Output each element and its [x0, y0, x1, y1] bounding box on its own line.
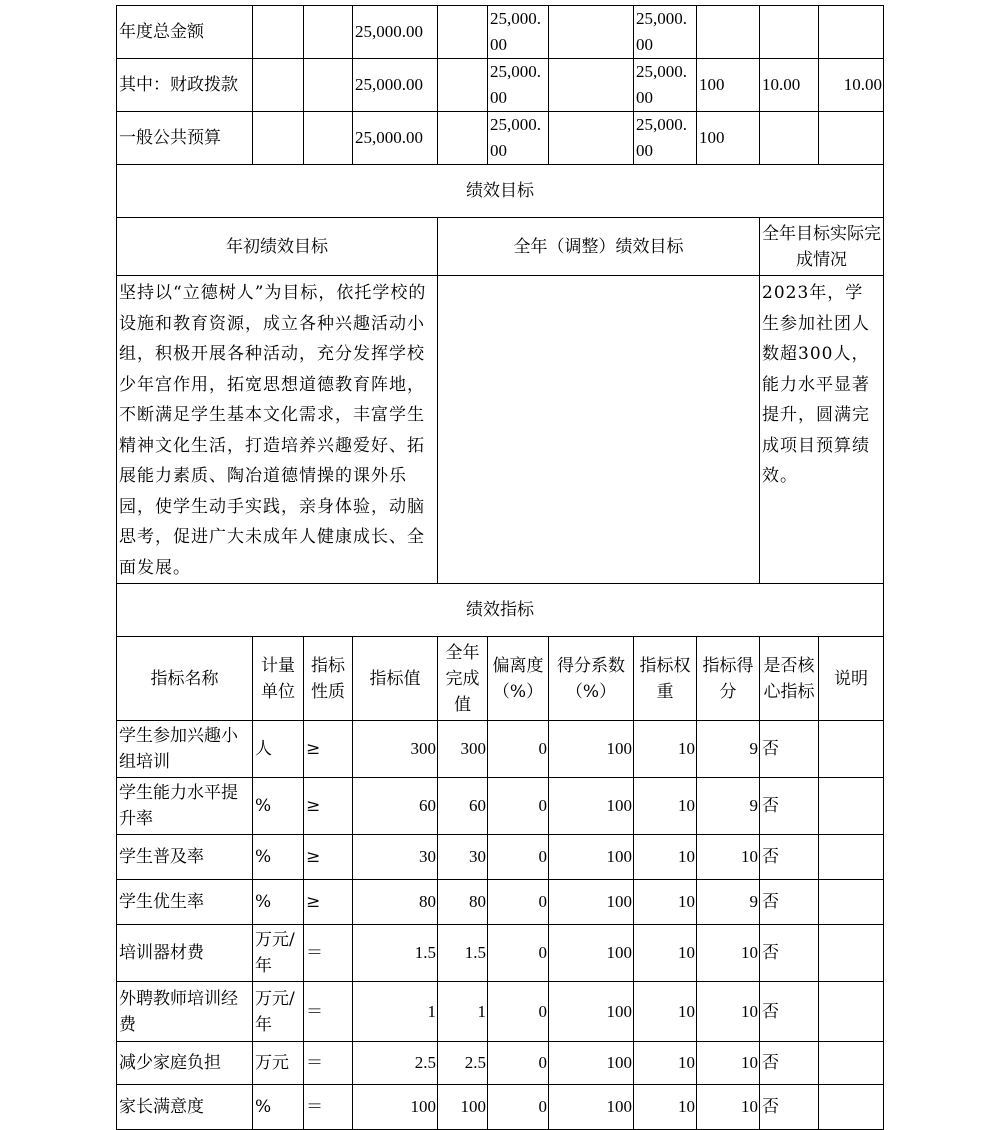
fund-row-general — [117, 112, 884, 165]
goals-col-actual: 全年目标实际完成情况 — [760, 218, 884, 276]
fund-rate — [697, 6, 760, 59]
fund-adjusted: 25,000.00 — [488, 6, 549, 59]
actual-result-text: 2023年，学生参加社团人数超300人，能力水平显著提升，圆满完成项目预算绩效。 — [760, 276, 884, 584]
indicator-core: 否 — [760, 925, 819, 982]
table-row — [117, 721, 884, 778]
indicator-deviation: 0 — [488, 880, 549, 925]
indicator-weight: 10 — [634, 721, 697, 778]
fund-actual: 25,000.00 — [634, 6, 697, 59]
indicator-score: 10 — [697, 835, 760, 880]
indicator-weight: 10 — [634, 1085, 697, 1130]
indicator-score: 9 — [697, 778, 760, 835]
indicator-target: 100 — [353, 1085, 438, 1130]
indicator-note — [819, 1085, 884, 1130]
fund-score — [819, 6, 884, 59]
header-coefficient: 得分系数（%） — [549, 637, 634, 721]
indicator-coefficient: 100 — [549, 835, 634, 880]
fund-row-total — [117, 6, 884, 59]
indicator-name: 外聘教师培训经费 — [117, 982, 253, 1042]
indicator-deviation: 0 — [488, 1085, 549, 1130]
indicator-unit: % — [253, 1085, 304, 1130]
indicator-target: 2.5 — [353, 1042, 438, 1085]
indicator-core: 否 — [760, 1085, 819, 1130]
indicator-note — [819, 982, 884, 1042]
indicator-weight: 10 — [634, 778, 697, 835]
table-row — [117, 835, 884, 880]
goals-col-adjusted: 全年（调整）绩效目标 — [438, 218, 760, 276]
indicators-section-title: 绩效指标 — [117, 584, 884, 637]
header-core: 是否核心指标 — [760, 637, 819, 721]
indicator-name: 减少家庭负担 — [117, 1042, 253, 1085]
indicator-note — [819, 880, 884, 925]
indicator-weight: 10 — [634, 835, 697, 880]
table-row — [117, 1042, 884, 1085]
fund-row-fiscal — [117, 59, 884, 112]
initial-goal-text: 坚持以“立德树人”为目标，依托学校的设施和教育资源，成立各种兴趣活动小组，积极开展各种活动，充分发挥学校少年宫作用，拓宽思想道德教育阵地，不断满足学生基本文化需求，丰富学生精神文化生活，打造培养兴趣爱好、拓展能力素质、陶冶道德情操的课外乐园，使学生动手实践，亲身体验，动脑思考，促进广大未成年人健康成长、全面发展。 — [117, 276, 438, 584]
table-row — [117, 925, 884, 982]
indicator-name: 学生普及率 — [117, 835, 253, 880]
fund-budget: 25,000.00 — [353, 6, 438, 59]
goals-col-initial: 年初绩效目标 — [117, 218, 438, 276]
indicator-note — [819, 835, 884, 880]
indicator-score: 10 — [697, 1085, 760, 1130]
indicator-core: 否 — [760, 880, 819, 925]
fund-budget: 25,000.00 — [353, 112, 438, 165]
header-weight: 指标权重 — [634, 637, 697, 721]
indicator-target: 1.5 — [353, 925, 438, 982]
indicator-score: 9 — [697, 880, 760, 925]
indicator-unit: % — [253, 778, 304, 835]
indicator-coefficient: 100 — [549, 880, 634, 925]
indicator-done: 1 — [438, 982, 488, 1042]
indicator-nature: ≥ — [304, 835, 353, 880]
indicator-name: 学生能力水平提升率 — [117, 778, 253, 835]
indicator-core: 否 — [760, 721, 819, 778]
indicator-core: 否 — [760, 835, 819, 880]
header-note: 说明 — [819, 637, 884, 721]
indicator-nature: ≥ — [304, 880, 353, 925]
fund-name: 其中：财政拨款 — [117, 59, 253, 112]
indicator-weight: 10 — [634, 880, 697, 925]
indicator-done: 2.5 — [438, 1042, 488, 1085]
indicator-nature: ＝ — [304, 1085, 353, 1130]
fund-actual: 25,000.00 — [634, 59, 697, 112]
indicator-coefficient: 100 — [549, 1042, 634, 1085]
indicator-coefficient: 100 — [549, 982, 634, 1042]
goals-content-row — [117, 276, 884, 584]
header-unit: 计量单位 — [253, 637, 304, 721]
indicator-name: 家长满意度 — [117, 1085, 253, 1130]
indicator-note — [819, 721, 884, 778]
indicator-nature: ≥ — [304, 778, 353, 835]
indicator-weight: 10 — [634, 925, 697, 982]
indicator-score: 10 — [697, 982, 760, 1042]
fund-weight: 10.00 — [760, 59, 819, 112]
indicator-coefficient: 100 — [549, 778, 634, 835]
indicator-score: 10 — [697, 925, 760, 982]
indicator-note — [819, 925, 884, 982]
fund-actual: 25,000.00 — [634, 112, 697, 165]
indicator-name: 学生优生率 — [117, 880, 253, 925]
indicator-nature: ≥ — [304, 721, 353, 778]
indicator-target: 1 — [353, 982, 438, 1042]
indicator-deviation: 0 — [488, 778, 549, 835]
fund-weight — [760, 112, 819, 165]
fund-adjusted: 25,000.00 — [488, 112, 549, 165]
indicator-deviation: 0 — [488, 721, 549, 778]
fund-score: 10.00 — [819, 59, 884, 112]
fund-name: 一般公共预算 — [117, 112, 253, 165]
indicator-unit: 万元 — [253, 1042, 304, 1085]
indicator-unit: 万元/年 — [253, 982, 304, 1042]
header-nature: 指标性质 — [304, 637, 353, 721]
table-row — [117, 880, 884, 925]
indicator-done: 80 — [438, 880, 488, 925]
indicator-done: 60 — [438, 778, 488, 835]
header-done: 全年完成值 — [438, 637, 488, 721]
indicator-done: 1.5 — [438, 925, 488, 982]
indicator-core: 否 — [760, 778, 819, 835]
indicator-target: 30 — [353, 835, 438, 880]
indicator-weight: 10 — [634, 982, 697, 1042]
header-score: 指标得分 — [697, 637, 760, 721]
table-row — [117, 982, 884, 1042]
indicator-nature: ＝ — [304, 925, 353, 982]
indicator-name: 学生参加兴趣小组培训 — [117, 721, 253, 778]
indicator-coefficient: 100 — [549, 925, 634, 982]
adjusted-goal-text — [438, 276, 760, 584]
indicator-deviation: 0 — [488, 835, 549, 880]
indicator-unit: % — [253, 880, 304, 925]
indicator-deviation: 0 — [488, 1042, 549, 1085]
indicator-done: 300 — [438, 721, 488, 778]
indicator-target: 300 — [353, 721, 438, 778]
fund-adjusted: 25,000.00 — [488, 59, 549, 112]
indicator-score: 9 — [697, 721, 760, 778]
fund-weight — [760, 6, 819, 59]
indicator-coefficient: 100 — [549, 1085, 634, 1130]
indicator-deviation: 0 — [488, 982, 549, 1042]
indicator-note — [819, 778, 884, 835]
indicator-deviation: 0 — [488, 925, 549, 982]
indicator-weight: 10 — [634, 1042, 697, 1085]
goals-header-row — [117, 218, 884, 276]
indicator-score: 10 — [697, 1042, 760, 1085]
indicator-nature: ＝ — [304, 982, 353, 1042]
fund-name: 年度总金额 — [117, 6, 253, 59]
indicator-target: 80 — [353, 880, 438, 925]
indicator-nature: ＝ — [304, 1042, 353, 1085]
header-deviation: 偏离度（%） — [488, 637, 549, 721]
fund-score — [819, 112, 884, 165]
indicator-unit: 人 — [253, 721, 304, 778]
indicator-unit: % — [253, 835, 304, 880]
indicator-coefficient: 100 — [549, 721, 634, 778]
indicator-core: 否 — [760, 1042, 819, 1085]
indicator-done: 30 — [438, 835, 488, 880]
performance-table — [116, 5, 884, 1130]
indicator-done: 100 — [438, 1085, 488, 1130]
table-row — [117, 1085, 884, 1130]
indicators-header-row — [117, 637, 884, 721]
header-target: 指标值 — [353, 637, 438, 721]
fund-rate: 100 — [697, 112, 760, 165]
fund-budget: 25,000.00 — [353, 59, 438, 112]
indicator-target: 60 — [353, 778, 438, 835]
table-row — [117, 778, 884, 835]
indicator-core: 否 — [760, 982, 819, 1042]
fund-rate: 100 — [697, 59, 760, 112]
indicator-note — [819, 1042, 884, 1085]
indicator-unit: 万元/年 — [253, 925, 304, 982]
indicator-name: 培训器材费 — [117, 925, 253, 982]
goals-section-title: 绩效目标 — [117, 165, 884, 218]
header-indicator-name: 指标名称 — [117, 637, 253, 721]
